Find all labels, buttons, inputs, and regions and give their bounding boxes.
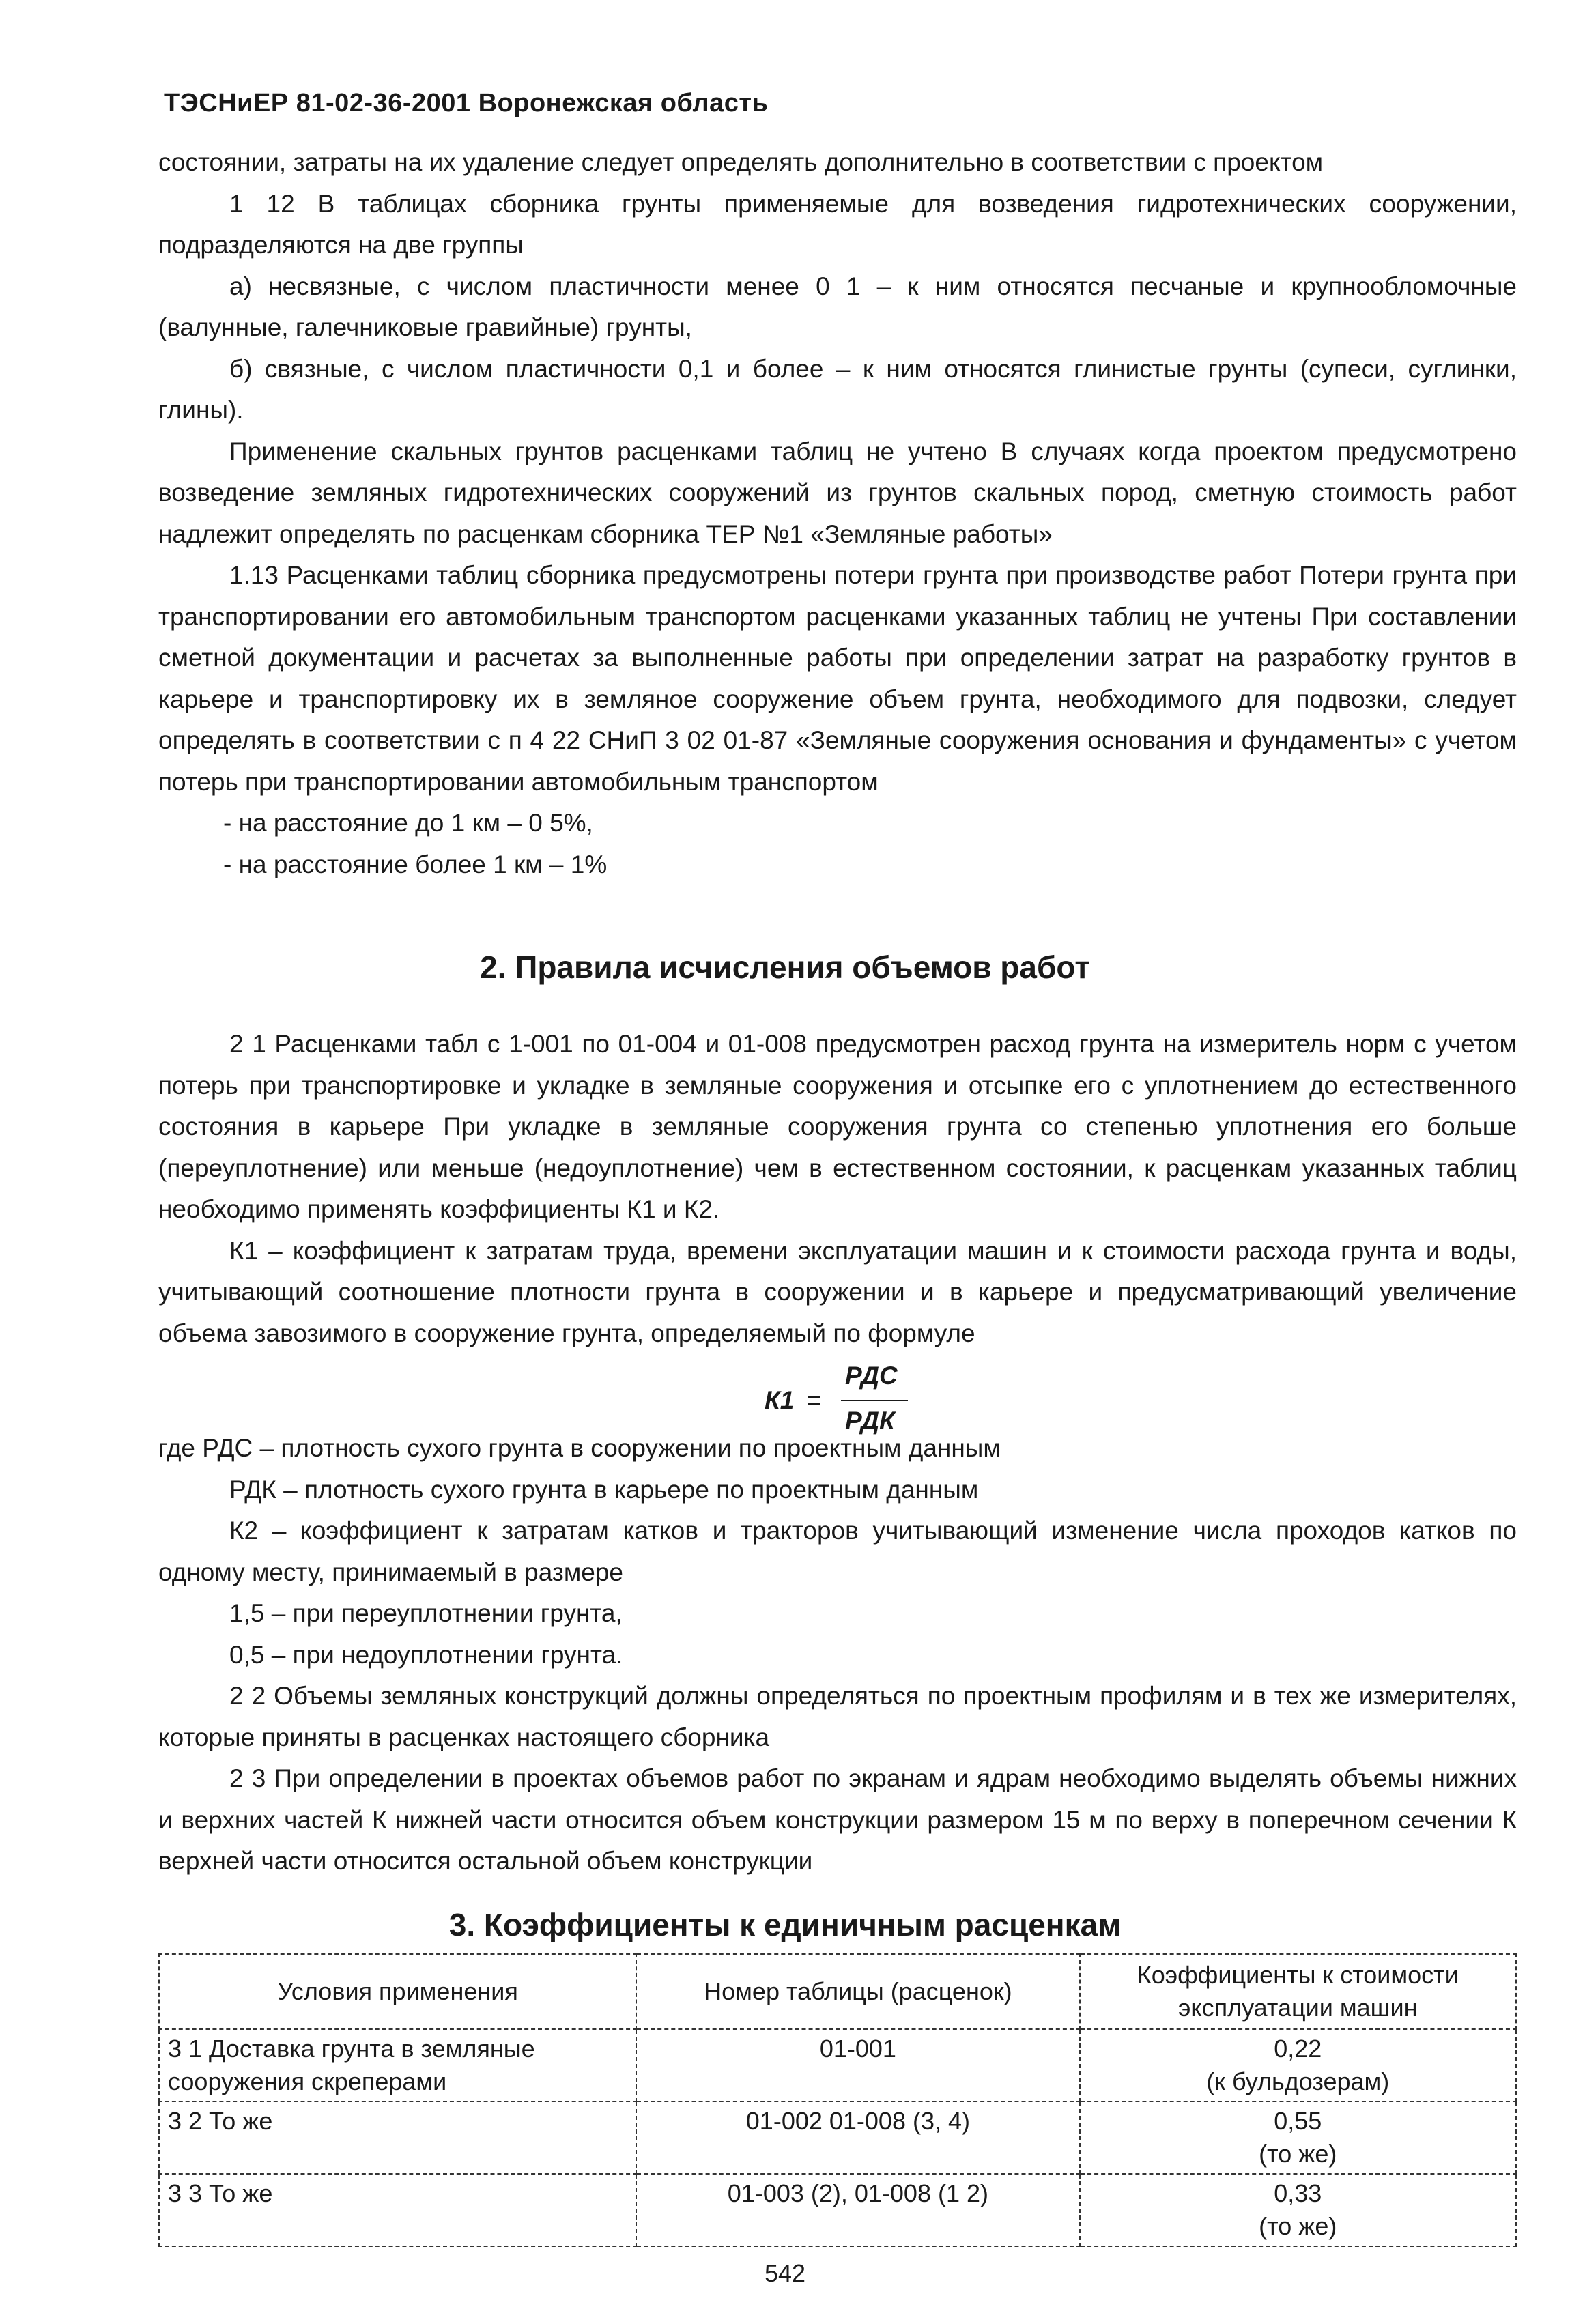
paragraph: б) связные, с числом пластичности 0,1 и более – к ним относятся глинистые грунты (супеси, суглинки, глины). bbox=[158, 354, 1517, 424]
table-row bbox=[159, 2174, 1516, 2246]
col-header-table-number: Номер таблицы (расценок) bbox=[636, 1954, 1079, 2029]
paragraph: - на расстояние более 1 км – 1% bbox=[223, 850, 608, 878]
paragraph: 2 3 При определении в проектах объемов работ по экранам и ядрам необходимо выделять объемы нижних и верхних частей К нижней части относится объем конструкции размером 15 м по верху в поперечном сечении К верхней части относится остальной объем конструкции bbox=[158, 1764, 1517, 1875]
formula-equals: = bbox=[807, 1386, 822, 1414]
cell-table-number: 01-001 bbox=[636, 2029, 1079, 2101]
cell-condition: 3 1 Доставка грунта в земляные сооружения скреперами bbox=[159, 2029, 636, 2101]
coefficient-value: 0,55 bbox=[1274, 2107, 1322, 2135]
section1-continuation bbox=[158, 142, 1517, 885]
col-header-conditions: Условия применения bbox=[159, 1954, 636, 2029]
paragraph: РДК – плотность сухого грунта в карьере по проектным данным bbox=[229, 1475, 979, 1504]
cell-coefficient bbox=[1080, 2101, 1516, 2174]
page-header: ТЭСНиЕР 81-02-36-2001 Воронежская область bbox=[164, 89, 769, 117]
coefficient-note: (к бульдозерам) bbox=[1206, 2067, 1390, 2095]
cell-coefficient bbox=[1080, 2174, 1516, 2246]
page-number: 542 bbox=[764, 2259, 806, 2287]
section2-body bbox=[158, 1024, 1517, 1354]
section2-title: 2. Правила исчисления объемов работ bbox=[480, 949, 1090, 985]
paragraph: 2 2 Объемы земляных конструкций должны определяться по проектным профилям и в тех же измерителях, которые приняты в расценках настоящего сборника bbox=[158, 1682, 1517, 1751]
paragraph: 1,5 – при переуплотнении грунта, bbox=[229, 1599, 623, 1627]
paragraph: 1 12 В таблицах сборника грунты применяемые для возведения гидротехнических сооружении, подразделяются на две группы bbox=[158, 189, 1517, 259]
table-row bbox=[159, 2029, 1516, 2101]
cell-table-number: 01-002 01-008 (3, 4) bbox=[636, 2101, 1079, 2174]
fraction-bar bbox=[841, 1400, 908, 1401]
cell-table-number: 01-003 (2), 01-008 (1 2) bbox=[636, 2174, 1079, 2246]
paragraph: 2 1 Расценками табл с 1-001 по 01-004 и 01-008 предусмотрен расход грунта на измеритель норм с учетом потерь при транспортировке и укладке в земляные сооружения и отсыпке его с уплотнением до естественного состояния в карьере При укладке в земляные сооружения грунта со степенью уплотнения его больше (переуплотнение) или меньше (недоуплотнение) чем в естественном состоянии, к расценкам указанных таблиц необходимо применять коэффициенты К1 и К2. bbox=[158, 1030, 1517, 1223]
section3-title: 3. Коэффициенты к единичным расценкам bbox=[448, 1907, 1122, 1942]
table-row bbox=[159, 2101, 1516, 2174]
formula-numerator: РДС bbox=[845, 1362, 898, 1390]
formula-denominator: РДК bbox=[845, 1407, 895, 1435]
paragraph: 1.13 Расценками таблиц сборника предусмотрены потери грунта при производстве работ Потери грунта при транспортировании его автомобильным транспортом расценками указанных таблиц не учтены При составлении сметной документации и расчетах за выполненные работы при определении затрат на разработку грунтов в карьере и транспортировку их в земляное сооружение объем грунта, необходимого для подвозки, следует определять в соответствии с п 4 22 СНиП 3 02 01-87 «Земляные сооружения основания и фундаменты» с учетом потерь при транспортировании автомобильным транспортом bbox=[158, 561, 1517, 796]
cell-condition: 3 3 То же bbox=[159, 2174, 636, 2246]
paragraph: состоянии, затраты на их удаление следует определять дополнительно в соответствии с проектом bbox=[158, 148, 1324, 176]
coefficient-value: 0,22 bbox=[1274, 2035, 1322, 2063]
paragraph: а) несвязные, с числом пластичности менее 0 1 – к ним относятся песчаные и крупнообломочные (валунные, галечниковые гравийные) грунты, bbox=[158, 272, 1517, 341]
section2-definitions bbox=[158, 1428, 1517, 1882]
paragraph: К1 – коэффициент к затратам труда, времени эксплуатации машин и к стоимости расхода грунта и воды, учитывающий соотношение плотности грунта в сооружении и в карьере и предусматривающий увеличение объема завозимого в сооружение грунта, определяемый по формуле bbox=[158, 1236, 1517, 1347]
paragraph: Применение скальных грунтов расценками таблиц не учтено В случаях когда проектом предусмотрено возведение земляных гидротехнических сооружений из грунтов скальных пород, сметную стоимость работ надлежит определять по расценкам сборника ТЕР №1 «Земляные работы» bbox=[158, 437, 1517, 548]
coefficient-note: (то же) bbox=[1259, 2140, 1337, 2168]
paragraph: 0,5 – при недоуплотнении грунта. bbox=[229, 1640, 623, 1669]
paragraph: где РДС – плотность сухого грунта в сооружении по проектным данным bbox=[158, 1434, 1001, 1462]
coefficients-table bbox=[158, 1953, 1517, 2247]
table-header-row bbox=[159, 1954, 1516, 2029]
formula-lhs: К1 bbox=[765, 1386, 795, 1414]
cell-condition: 3 2 То же bbox=[159, 2101, 636, 2174]
paragraph: К2 – коэффициент к затратам катков и тракторов учитывающий изменение числа проходов катков по одному месту, принимаемый в размере bbox=[158, 1517, 1517, 1586]
coefficient-value: 0,33 bbox=[1274, 2179, 1322, 2207]
paragraph: - на расстояние до 1 км – 0 5%, bbox=[223, 809, 593, 837]
coefficient-note: (то же) bbox=[1259, 2212, 1337, 2240]
cell-coefficient bbox=[1080, 2029, 1516, 2101]
col-header-coefficients: Коэффициенты к стоимости эксплуатации машин bbox=[1080, 1954, 1516, 2029]
